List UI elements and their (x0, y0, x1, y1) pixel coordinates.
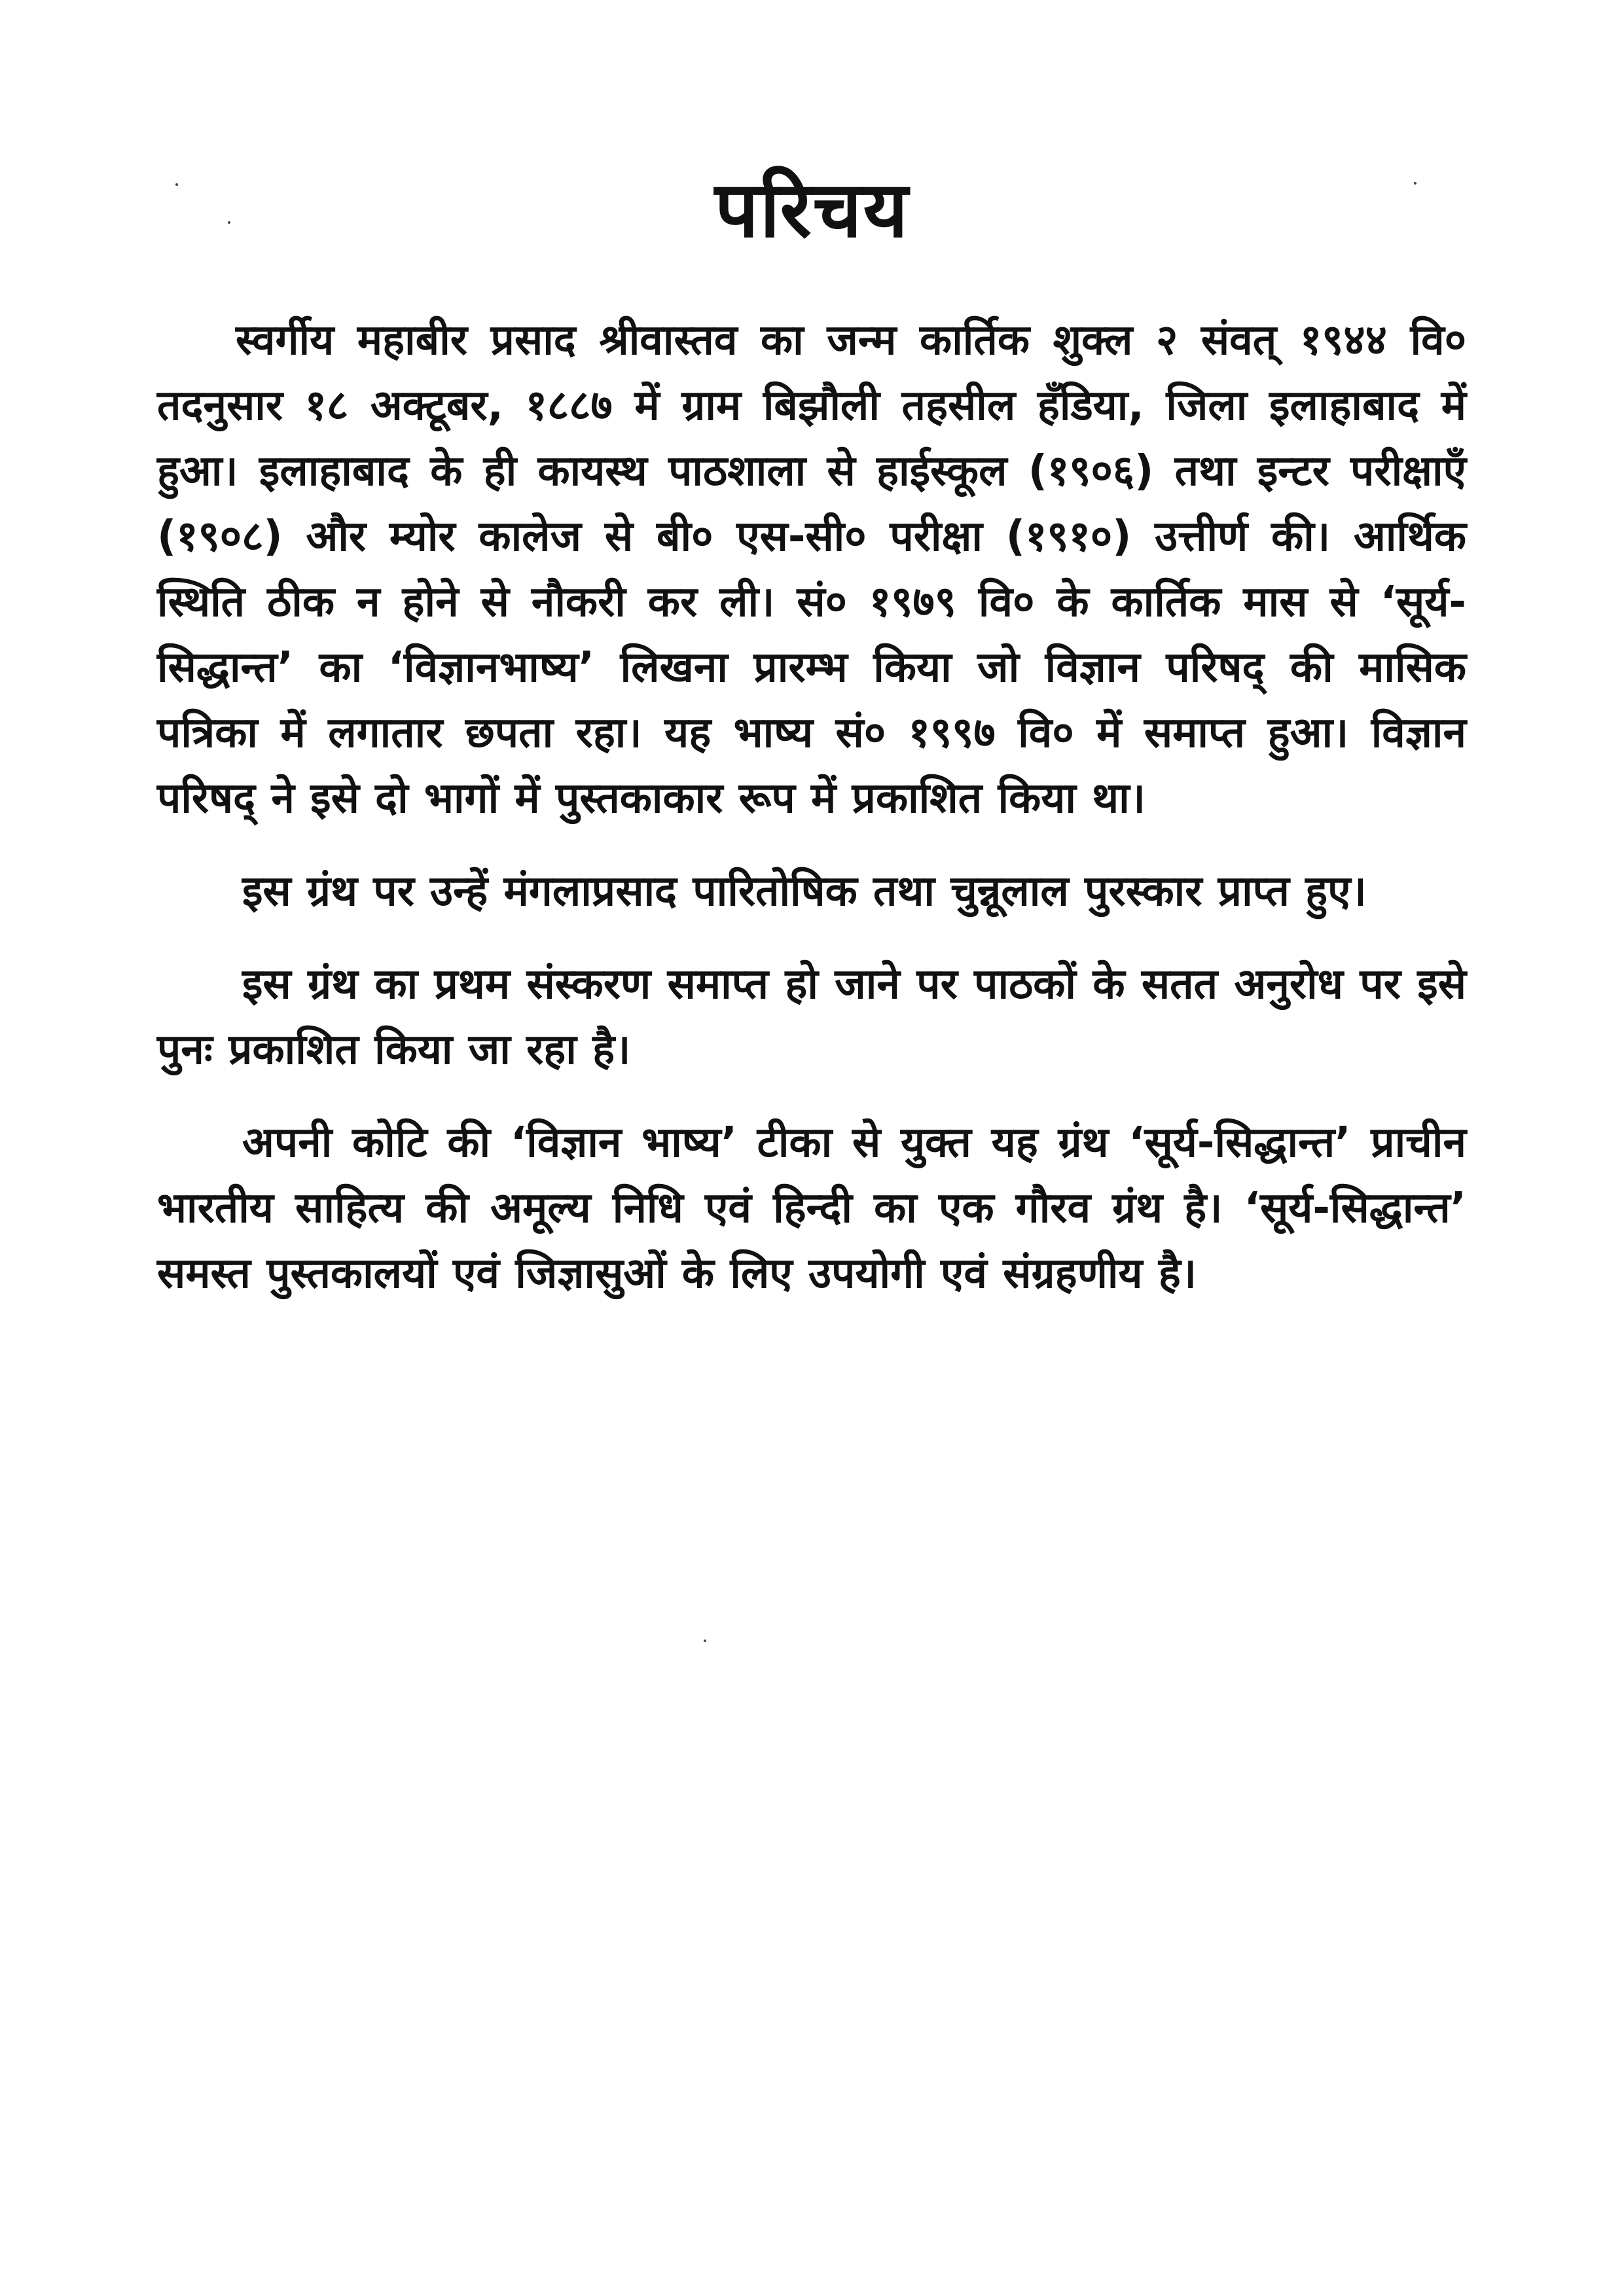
body-text (157, 308, 1466, 1334)
scan-speck (704, 1640, 706, 1642)
paragraph-significance: अपनी कोटि की ‘विज्ञान भाष्य’ टीका से युक्त यह ग्रंथ ‘सूर्य-सिद्धान्त’ प्राचीन भारतीय साहित्य की अमूल्य निधि एवं हिन्दी का एक गौरव ग्रंथ है। ‘सूर्य-सिद्धान्त’ समस्त पुस्तकालयों एवं जिज्ञासुओं के लिए उपयोगी एवं संग्रहणीय है। (157, 1119, 1466, 1298)
paragraph-awards: इस ग्रंथ पर उन्हें मंगलाप्रसाद पारितोषिक तथा चुन्नूलाल पुरस्कार प्राप्त हुए। (242, 867, 1367, 916)
paragraph-biography: स्वर्गीय महाबीर प्रसाद श्रीवास्तव का जन्म कार्तिक शुक्ल २ संवत् १९४४ वि० तदनुसार १८ अक्टूबर, १८८७ में ग्राम बिझौली तहसील हँडिया, जिला इलाहाबाद में हुआ। इलाहाबाद के ही कायस्थ पाठशाला से हाईस्कूल (१९०६) तथा इन्टर परीक्षाएँ (१९०८) और म्योर कालेज से बी० एस-सी० परीक्षा (१९१०) उत्तीर्ण की। आर्थिक स्थिति ठीक न होने से नौकरी कर ली। सं० १९७९ वि० के कार्तिक मास से ‘सूर्य-सिद्धान्त’ का ‘विज्ञानभाष्य’ लिखना प्रारम्भ किया जो विज्ञान परिषद् की मासिक पत्रिका में लगातार छपता रहा। यह भाष्य सं० १९९७ वि० में समाप्त हुआ। विज्ञान परिषद् ने इसे दो भागों में पुस्तकाकार रूप में प्रकाशित किया था। (157, 316, 1466, 823)
page-title: परिचय (714, 164, 910, 255)
paragraph-reprint: इस ग्रंथ का प्रथम संस्करण समाप्त हो जाने पर पाठकों के सतत अनुरोध पर इसे पुनः प्रकाशित किया जा रहा है। (157, 960, 1466, 1074)
